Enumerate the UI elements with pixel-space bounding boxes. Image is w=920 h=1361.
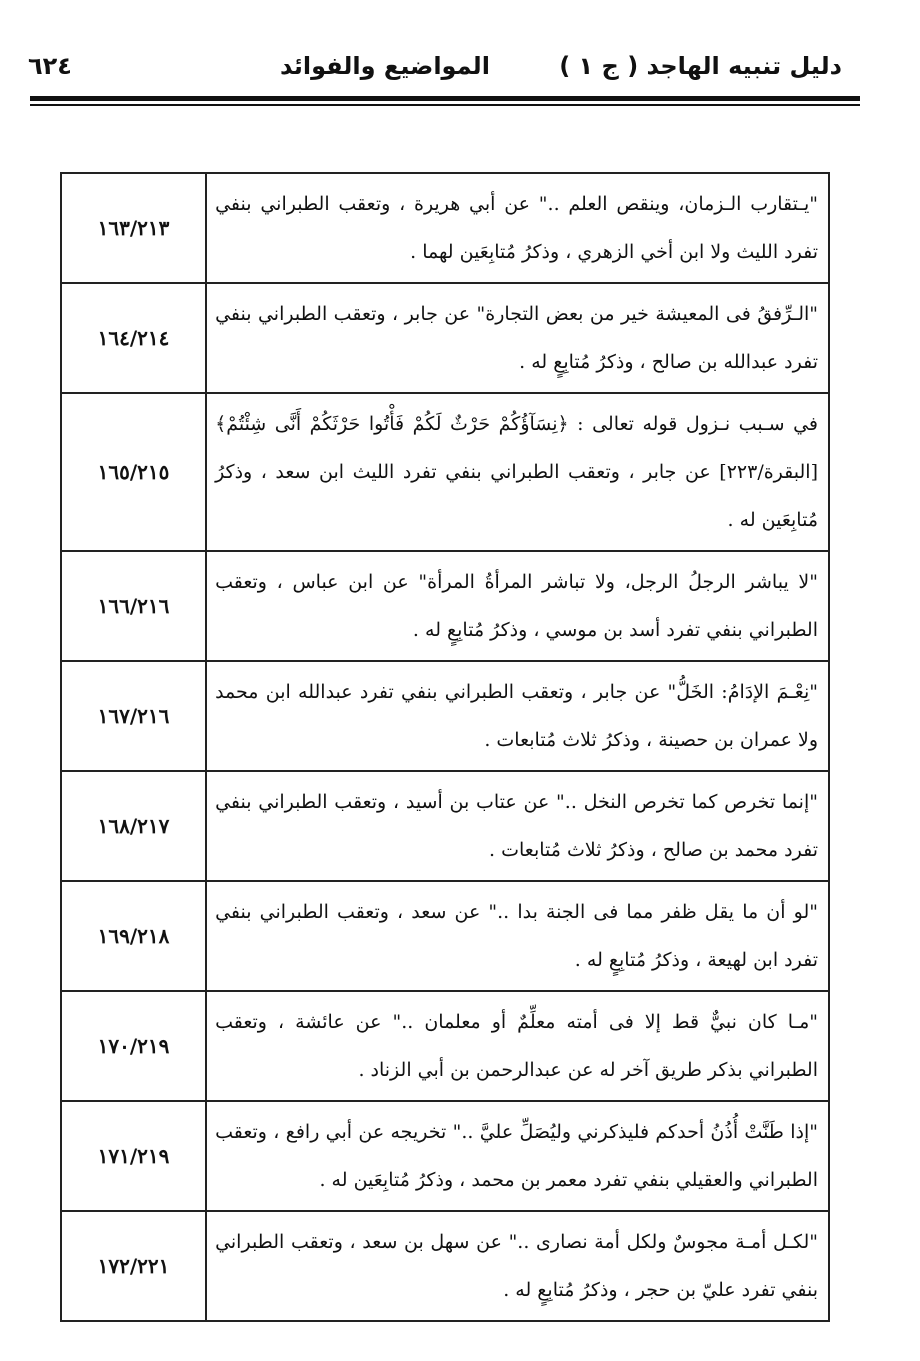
entry-reference: ١٦٩/٢١٨: [61, 881, 206, 991]
entry-reference: ١٦٥/٢١٥: [61, 393, 206, 551]
entry-reference: ١٧٢/٢٢١: [61, 1211, 206, 1321]
table-row: [61, 173, 829, 283]
entry-reference: ١٦٤/٢١٤: [61, 283, 206, 393]
entry-text: "الـرِّفقُ فى المعيشة خير من بعض التجارة" عن جابر ، وتعقب الطبراني بنفي تفرد عبدالله بن صالح ، وذكرُ مُتابِعٍ له .: [206, 283, 829, 393]
book-title: دليل تنبيه الهاجد ( ج ١ ): [559, 52, 842, 80]
table-row: [61, 1101, 829, 1211]
page-number: ٦٢٤: [28, 52, 72, 80]
entry-text: "نِعْـمَ الإدَامُ: الخَلُّ" عن جابر ، وتعقب الطبراني بنفي تفرد عبدالله ابن محمد ولا عمران بن حصينة ، وذكرُ ثلاث مُتابعات .: [206, 661, 829, 771]
index-table: [60, 172, 830, 1322]
table-row: [61, 771, 829, 881]
page-header: [28, 48, 860, 92]
entry-text: "إذا طَنَّتْ أُذُنُ أحدكم فليذكرني وليُصَلِّ عليَّ .." تخريجه عن أبي رافع ، وتعقب الطبراني والعقيلي بنفي تفرد معمر بن محمد ، وذكرُ مُتابِعَين له .: [206, 1101, 829, 1211]
table-row: [61, 991, 829, 1101]
table-row: [61, 881, 829, 991]
table-row: [61, 661, 829, 771]
table-row: [61, 283, 829, 393]
entry-reference: ١٦٦/٢١٦: [61, 551, 206, 661]
header-rule-thick: [30, 96, 860, 101]
table-row: [61, 1211, 829, 1321]
entry-reference: ١٦٧/٢١٦: [61, 661, 206, 771]
section-topic: المواضيع والفوائد: [280, 52, 490, 80]
table-row: [61, 551, 829, 661]
entry-reference: ١٦٨/٢١٧: [61, 771, 206, 881]
entry-text: "لو أن ما يقل ظفر مما فى الجنة بدا .." عن سعد ، وتعقب الطبراني بنفي تفرد ابن لهيعة ، وذكرُ مُتابِعٍ له .: [206, 881, 829, 991]
table-row: [61, 393, 829, 551]
header-rule-thin: [30, 104, 860, 106]
entry-text: "مـا كان نبيٌّ قط إلا فى أمته معلِّمٌ أو معلمان .." عن عائشة ، وتعقب الطبراني بذكر طريق آخر له عن عبدالرحمن بن أبي الزناد .: [206, 991, 829, 1101]
entry-text: "يـتقارب الـزمان، وينقص العلم .." عن أبي هريرة ، وتعقب الطبراني بنفي تفرد الليث ولا ابن أخي الزهري ، وذكرُ مُتابِعَين لهما .: [206, 173, 829, 283]
entry-reference: ١٧١/٢١٩: [61, 1101, 206, 1211]
entry-reference: ١٧٠/٢١٩: [61, 991, 206, 1101]
entry-reference: ١٦٣/٢١٣: [61, 173, 206, 283]
entry-text: "لا يباشر الرجلُ الرجل، ولا تباشر المرأةُ المرأة" عن ابن عباس ، وتعقب الطبراني بنفي تفرد أسد بن موسي ، وذكرُ مُتابِعٍ له .: [206, 551, 829, 661]
entry-text: "إنما تخرص كما تخرص النخل .." عن عتاب بن أسيد ، وتعقب الطبراني بنفي تفرد محمد بن صالح ، وذكرُ ثلاث مُتابعات .: [206, 771, 829, 881]
entry-text: في سـبب نـزول قوله تعالى : ﴿نِسَآؤُكُمْ حَرْثٌ لَكُمْ فَأْتُوا حَرْثَكُمْ أَنَّى شِئْتُمْ﴾ [البقرة/٢٢٣] عن جابر ، وتعقب الطبراني بنفي تفرد الليث ابن سعد ، وذكرُ مُتابِعَين له .: [206, 393, 829, 551]
entry-text: "لكـل أمـة مجوسٌ ولكل أمة نصارى .." عن سهل بن سعد ، وتعقب الطبراني بنفي تفرد عليّ بن حجر ، وذكرُ مُتابِعٍ له .: [206, 1211, 829, 1321]
